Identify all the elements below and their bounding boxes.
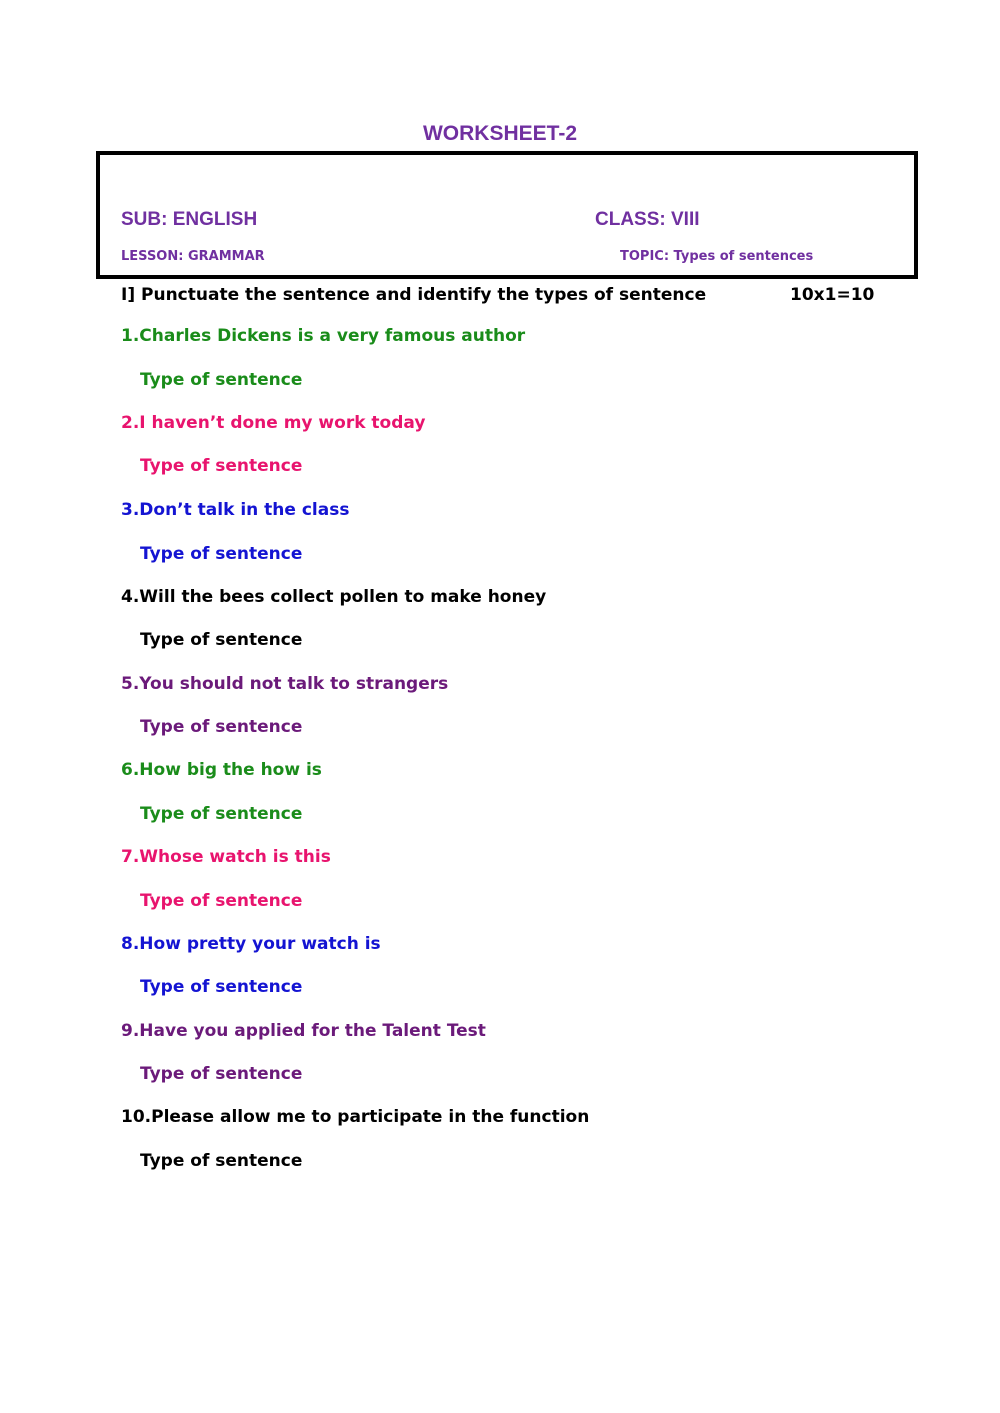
type-of-sentence-7: Type of sentence (140, 891, 303, 911)
question-4: 4.Will the bees collect pollen to make honey (121, 587, 547, 607)
class-label: CLASS: VIII (595, 209, 700, 230)
type-of-sentence-8: Type of sentence (140, 977, 303, 997)
type-of-sentence-2: Type of sentence (140, 456, 303, 476)
topic-label: TOPIC: Types of sentences (620, 249, 814, 264)
question-1: 1.Charles Dickens is a very famous author (121, 326, 526, 346)
type-of-sentence-9: Type of sentence (140, 1064, 303, 1084)
subject-label: SUB: ENGLISH (121, 209, 258, 230)
question-3: 3.Don’t talk in the class (121, 500, 350, 520)
type-of-sentence-4: Type of sentence (140, 630, 303, 650)
section-marks: 10x1=10 (790, 285, 875, 305)
lesson-label: LESSON: GRAMMAR (121, 249, 265, 264)
section-instruction: I] Punctuate the sentence and identify the types of sentence (121, 285, 707, 305)
type-of-sentence-10: Type of sentence (140, 1151, 303, 1171)
question-6: 6.How big the how is (121, 760, 322, 780)
type-of-sentence-5: Type of sentence (140, 717, 303, 737)
question-10: 10.Please allow me to participate in the function (121, 1107, 590, 1127)
question-9: 9.Have you applied for the Talent Test (121, 1021, 486, 1041)
type-of-sentence-3: Type of sentence (140, 544, 303, 564)
question-7: 7.Whose watch is this (121, 847, 331, 867)
type-of-sentence-1: Type of sentence (140, 370, 303, 390)
question-8: 8.How pretty your watch is (121, 934, 381, 954)
worksheet-title: WORKSHEET-2 (422, 122, 577, 145)
question-5: 5.You should not talk to strangers (121, 674, 449, 694)
question-2: 2.I haven’t done my work today (121, 413, 426, 433)
type-of-sentence-6: Type of sentence (140, 804, 303, 824)
